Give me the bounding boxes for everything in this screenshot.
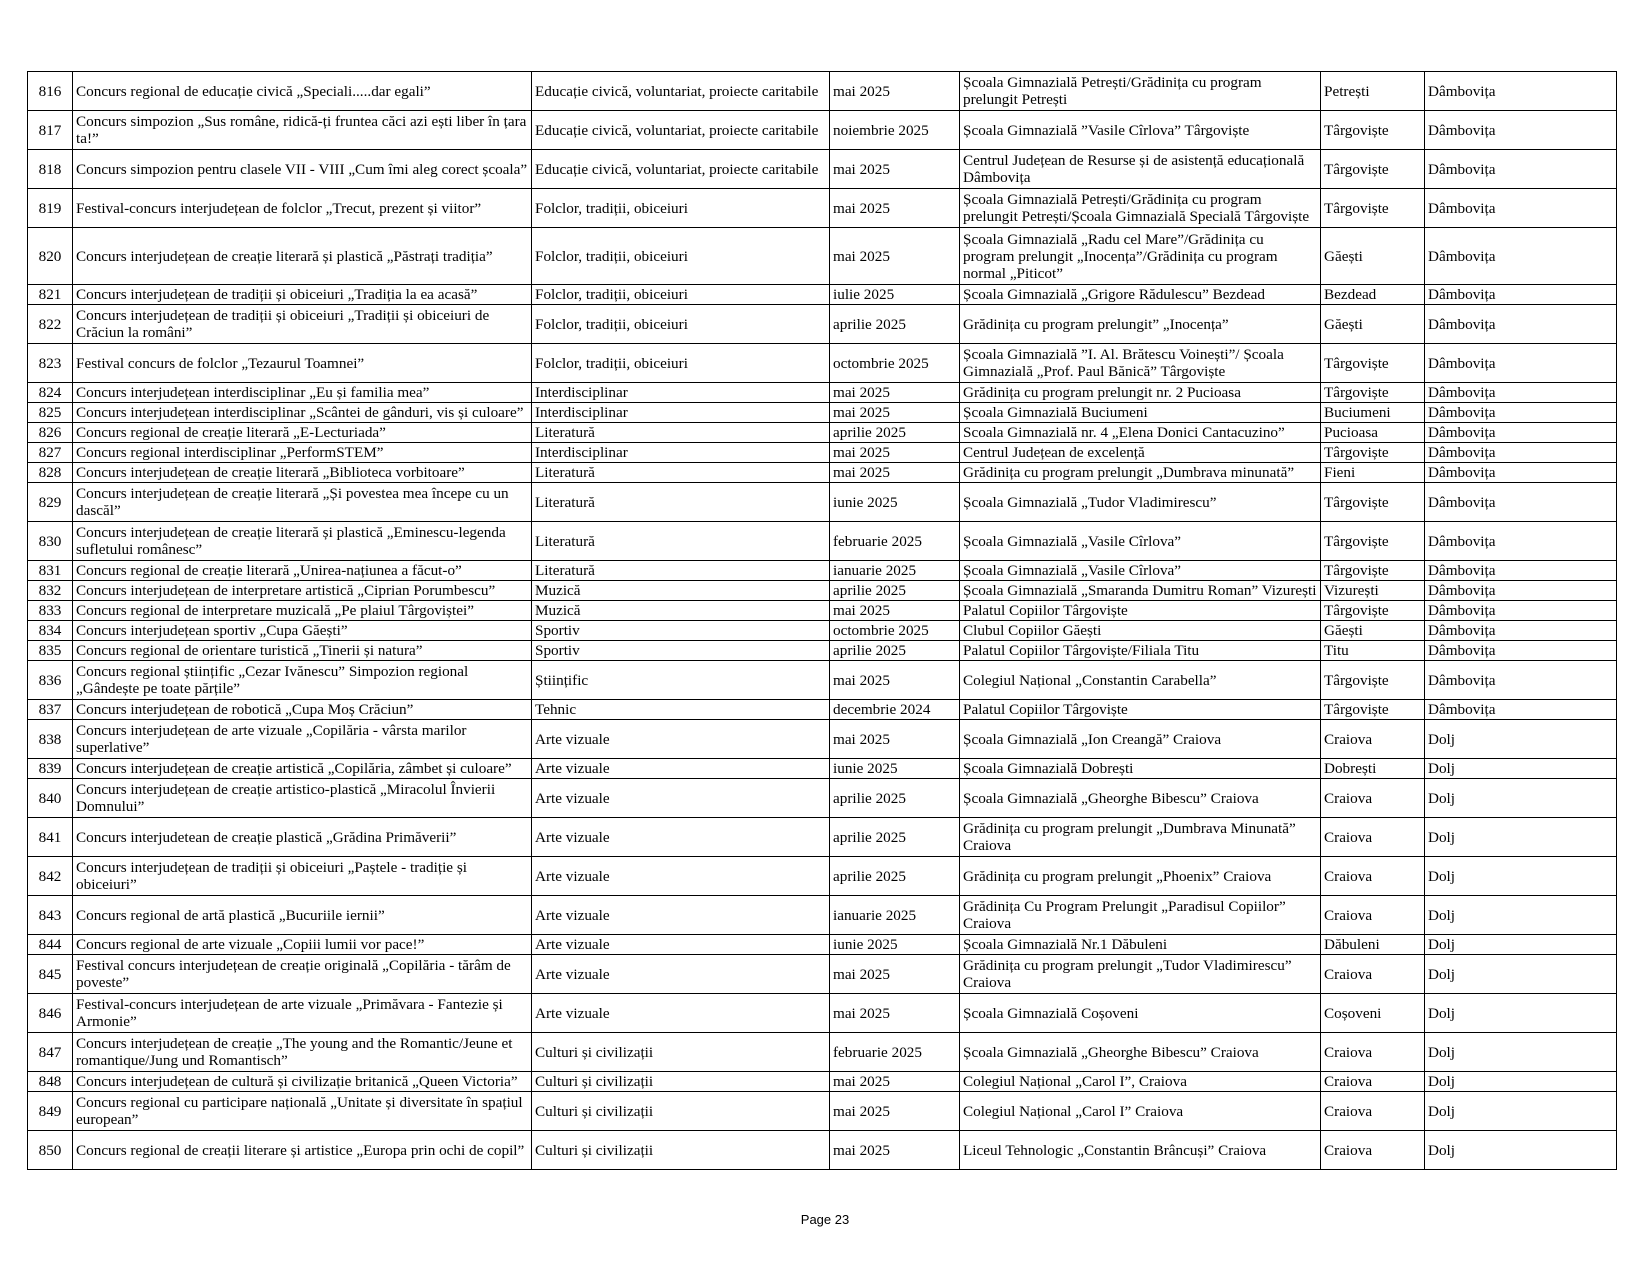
- county-cell: Dâmbovița: [1425, 344, 1617, 383]
- row-number-cell: 820: [28, 228, 73, 285]
- period-cell: iunie 2025: [830, 483, 960, 522]
- table-body: [28, 72, 1617, 1170]
- contest-table: [27, 71, 1617, 1170]
- table-row: [28, 759, 1617, 779]
- domain-cell: Interdisciplinar: [532, 403, 830, 423]
- contest-name-cell: Concurs interjudetean de creație plastică „Grădina Primăverii”: [73, 818, 532, 857]
- table-row: [28, 935, 1617, 955]
- locality-cell: Craiova: [1321, 857, 1425, 896]
- county-cell: Dâmbovița: [1425, 285, 1617, 305]
- locality-cell: Târgoviște: [1321, 700, 1425, 720]
- locality-cell: Târgoviște: [1321, 111, 1425, 150]
- domain-cell: Folclor, tradiții, obiceiuri: [532, 285, 830, 305]
- county-cell: Dâmbovița: [1425, 463, 1617, 483]
- organizer-cell: Școala Gimnazială „Vasile Cîrlova”: [960, 522, 1321, 561]
- county-cell: Dâmbovița: [1425, 423, 1617, 443]
- row-number-cell: 845: [28, 955, 73, 994]
- row-number-cell: 844: [28, 935, 73, 955]
- organizer-cell: Colegiul Național „Constantin Carabella”: [960, 661, 1321, 700]
- table-row: [28, 955, 1617, 994]
- organizer-cell: Școala Gimnazială ”I. Al. Brătescu Voinești”/ Școala Gimnazială „Prof. Paul Bănică” Târgoviște: [960, 344, 1321, 383]
- period-cell: mai 2025: [830, 72, 960, 111]
- domain-cell: Literatură: [532, 463, 830, 483]
- contest-name-cell: Concurs interjudețean de creație artistică „Copilăria, zâmbet și culoare”: [73, 759, 532, 779]
- domain-cell: Literatură: [532, 483, 830, 522]
- contest-name-cell: Concurs regional științific „Cezar Ivănescu” Simpozion regional „Gândește pe toate părțile”: [73, 661, 532, 700]
- row-number-cell: 850: [28, 1131, 73, 1170]
- table-row: [28, 285, 1617, 305]
- domain-cell: Muzică: [532, 581, 830, 601]
- period-cell: mai 2025: [830, 720, 960, 759]
- row-number-cell: 817: [28, 111, 73, 150]
- row-number-cell: 848: [28, 1072, 73, 1092]
- row-number-cell: 846: [28, 994, 73, 1033]
- organizer-cell: Grădinița cu program prelungit „Phoenix” Craiova: [960, 857, 1321, 896]
- domain-cell: Culturi și civilizații: [532, 1131, 830, 1170]
- row-number-cell: 816: [28, 72, 73, 111]
- contest-name-cell: Concurs interjudețean de tradiții și obiceiuri „Tradiții și obiceiuri de Crăciun la români”: [73, 305, 532, 344]
- locality-cell: Coșoveni: [1321, 994, 1425, 1033]
- organizer-cell: Școala Gimnazială ”Vasile Cîrlova” Târgoviște: [960, 111, 1321, 150]
- table-row: [28, 443, 1617, 463]
- contest-name-cell: Concurs interjudețean de tradiții și obiceiuri „Tradiția la ea acasă”: [73, 285, 532, 305]
- period-cell: mai 2025: [830, 383, 960, 403]
- row-number-cell: 822: [28, 305, 73, 344]
- organizer-cell: Grădinița Cu Program Prelungit „Paradisul Copiilor” Craiova: [960, 896, 1321, 935]
- organizer-cell: Colegiul Național „Carol I” Craiova: [960, 1092, 1321, 1131]
- row-number-cell: 842: [28, 857, 73, 896]
- row-number-cell: 847: [28, 1033, 73, 1072]
- row-number-cell: 829: [28, 483, 73, 522]
- county-cell: Dâmbovița: [1425, 700, 1617, 720]
- contest-name-cell: Concurs regional de orientare turistică „Tinerii și natura”: [73, 641, 532, 661]
- period-cell: mai 2025: [830, 601, 960, 621]
- period-cell: mai 2025: [830, 150, 960, 189]
- row-number-cell: 828: [28, 463, 73, 483]
- period-cell: mai 2025: [830, 463, 960, 483]
- domain-cell: Culturi și civilizații: [532, 1092, 830, 1131]
- period-cell: octombrie 2025: [830, 344, 960, 383]
- organizer-cell: Școala Gimnazială „Radu cel Mare”/Grădinița cu program prelungit „Inocența”/Grădinița cu program normal „Piticot”: [960, 228, 1321, 285]
- county-cell: Dâmbovița: [1425, 661, 1617, 700]
- period-cell: iulie 2025: [830, 285, 960, 305]
- organizer-cell: Școala Gimnazială Coșoveni: [960, 994, 1321, 1033]
- county-cell: Dolj: [1425, 1092, 1617, 1131]
- contest-name-cell: Concurs regional de educație civică „Speciali.....dar egali”: [73, 72, 532, 111]
- table-row: [28, 581, 1617, 601]
- domain-cell: Sportiv: [532, 641, 830, 661]
- locality-cell: Găești: [1321, 305, 1425, 344]
- period-cell: mai 2025: [830, 228, 960, 285]
- organizer-cell: Centrul Județean de Resurse și de asistență educațională Dâmbovița: [960, 150, 1321, 189]
- row-number-cell: 839: [28, 759, 73, 779]
- contest-name-cell: Concurs regional de creație literară „E-Lecturiada”: [73, 423, 532, 443]
- county-cell: Dolj: [1425, 818, 1617, 857]
- domain-cell: Științific: [532, 661, 830, 700]
- organizer-cell: Grădinița cu program prelungit” „Inocența”: [960, 305, 1321, 344]
- county-cell: Dâmbovița: [1425, 561, 1617, 581]
- domain-cell: Arte vizuale: [532, 857, 830, 896]
- row-number-cell: 834: [28, 621, 73, 641]
- county-cell: Dâmbovița: [1425, 305, 1617, 344]
- row-number-cell: 835: [28, 641, 73, 661]
- organizer-cell: Grădinița cu program prelungit „Dumbrava minunată”: [960, 463, 1321, 483]
- county-cell: Dâmbovița: [1425, 581, 1617, 601]
- organizer-cell: Școala Gimnazială „Tudor Vladimirescu”: [960, 483, 1321, 522]
- locality-cell: Pucioasa: [1321, 423, 1425, 443]
- domain-cell: Muzică: [532, 601, 830, 621]
- county-cell: Dolj: [1425, 857, 1617, 896]
- locality-cell: Craiova: [1321, 1092, 1425, 1131]
- table-row: [28, 720, 1617, 759]
- county-cell: Dolj: [1425, 1072, 1617, 1092]
- period-cell: mai 2025: [830, 443, 960, 463]
- period-cell: mai 2025: [830, 1131, 960, 1170]
- county-cell: Dolj: [1425, 1033, 1617, 1072]
- county-cell: Dâmbovița: [1425, 483, 1617, 522]
- locality-cell: Târgoviște: [1321, 561, 1425, 581]
- period-cell: aprilie 2025: [830, 818, 960, 857]
- county-cell: Dâmbovița: [1425, 111, 1617, 150]
- contest-name-cell: Festival concurs interjudețean de creație originală „Copilăria - tărâm de poveste”: [73, 955, 532, 994]
- row-number-cell: 825: [28, 403, 73, 423]
- contest-name-cell: Concurs regional interdisciplinar „PerformSTEM”: [73, 443, 532, 463]
- county-cell: Dâmbovița: [1425, 443, 1617, 463]
- locality-cell: Dobrești: [1321, 759, 1425, 779]
- contest-name-cell: Concurs regional cu participare națională „Unitate și diversitate în spațiul european”: [73, 1092, 532, 1131]
- domain-cell: Arte vizuale: [532, 818, 830, 857]
- organizer-cell: Școala Gimnazială Petrești/Grădinița cu program prelungit Petrești/Școala Gimnazială Specială Târgoviște: [960, 189, 1321, 228]
- table-row: [28, 779, 1617, 818]
- organizer-cell: Grădinița cu program prelungit „Dumbrava Minunată” Craiova: [960, 818, 1321, 857]
- locality-cell: Dăbuleni: [1321, 935, 1425, 955]
- organizer-cell: Grădinița cu program prelungit „Tudor Vladimirescu” Craiova: [960, 955, 1321, 994]
- organizer-cell: Palatul Copiilor Târgoviște: [960, 700, 1321, 720]
- county-cell: Dâmbovița: [1425, 228, 1617, 285]
- row-number-cell: 849: [28, 1092, 73, 1131]
- period-cell: mai 2025: [830, 1092, 960, 1131]
- locality-cell: Găești: [1321, 228, 1425, 285]
- county-cell: Dâmbovița: [1425, 621, 1617, 641]
- county-cell: Dolj: [1425, 994, 1617, 1033]
- table-row: [28, 344, 1617, 383]
- contest-name-cell: Concurs interjudețean de cultură și civilizație britanică „Queen Victoria”: [73, 1072, 532, 1092]
- organizer-cell: Școala Gimnazială „Vasile Cîrlova”: [960, 561, 1321, 581]
- contest-name-cell: Festival-concurs interjudețean de folclor „Trecut, prezent și viitor”: [73, 189, 532, 228]
- contest-name-cell: Concurs interjudețean interdisciplinar „Scântei de gânduri, vis și culoare”: [73, 403, 532, 423]
- contest-name-cell: Concurs interjudețean de creație „The young and the Romantic/Jeune et romantique/Jung und Romantisch”: [73, 1033, 532, 1072]
- row-number-cell: 833: [28, 601, 73, 621]
- row-number-cell: 824: [28, 383, 73, 403]
- contest-name-cell: Concurs interjudețean de interpretare artistică „Ciprian Porumbescu”: [73, 581, 532, 601]
- period-cell: aprilie 2025: [830, 641, 960, 661]
- contest-name-cell: Festival-concurs interjudețean de arte vizuale „Primăvara - Fantezie și Armonie”: [73, 994, 532, 1033]
- county-cell: Dolj: [1425, 759, 1617, 779]
- period-cell: ianuarie 2025: [830, 561, 960, 581]
- period-cell: februarie 2025: [830, 1033, 960, 1072]
- locality-cell: Craiova: [1321, 1072, 1425, 1092]
- period-cell: decembrie 2024: [830, 700, 960, 720]
- row-number-cell: 840: [28, 779, 73, 818]
- row-number-cell: 832: [28, 581, 73, 601]
- county-cell: Dâmbovița: [1425, 641, 1617, 661]
- table-row: [28, 522, 1617, 561]
- locality-cell: Bezdead: [1321, 285, 1425, 305]
- period-cell: februarie 2025: [830, 522, 960, 561]
- locality-cell: Titu: [1321, 641, 1425, 661]
- contest-name-cell: Concurs interjudețean de tradiții și obiceiuri „Paștele - tradiție și obiceiuri”: [73, 857, 532, 896]
- row-number-cell: 827: [28, 443, 73, 463]
- organizer-cell: Grădinița cu program prelungit nr. 2 Pucioasa: [960, 383, 1321, 403]
- domain-cell: Arte vizuale: [532, 720, 830, 759]
- domain-cell: Arte vizuale: [532, 779, 830, 818]
- locality-cell: Craiova: [1321, 896, 1425, 935]
- row-number-cell: 831: [28, 561, 73, 581]
- table-row: [28, 700, 1617, 720]
- domain-cell: Folclor, tradiții, obiceiuri: [532, 305, 830, 344]
- locality-cell: Târgoviște: [1321, 344, 1425, 383]
- contest-name-cell: Concurs interjudețean de creație literară „Biblioteca vorbitoare”: [73, 463, 532, 483]
- period-cell: mai 2025: [830, 1072, 960, 1092]
- domain-cell: Interdisciplinar: [532, 443, 830, 463]
- county-cell: Dolj: [1425, 896, 1617, 935]
- table-row: [28, 1072, 1617, 1092]
- locality-cell: Târgoviște: [1321, 383, 1425, 403]
- county-cell: Dâmbovița: [1425, 189, 1617, 228]
- table-row: [28, 641, 1617, 661]
- domain-cell: Educație civică, voluntariat, proiecte caritabile: [532, 150, 830, 189]
- table-row: [28, 994, 1617, 1033]
- table-row: [28, 896, 1617, 935]
- locality-cell: Fieni: [1321, 463, 1425, 483]
- organizer-cell: Școala Gimnazială „Ion Creangă” Craiova: [960, 720, 1321, 759]
- period-cell: aprilie 2025: [830, 581, 960, 601]
- table-row: [28, 111, 1617, 150]
- table-row: [28, 818, 1617, 857]
- contest-name-cell: Concurs simpozion „Sus române, ridică-ți fruntea căci azi ești liber în țara ta!”: [73, 111, 532, 150]
- table-row: [28, 403, 1617, 423]
- period-cell: ianuarie 2025: [830, 896, 960, 935]
- county-cell: Dolj: [1425, 779, 1617, 818]
- table-row: [28, 72, 1617, 111]
- domain-cell: Literatură: [532, 561, 830, 581]
- organizer-cell: Scoala Gimnazială nr. 4 „Elena Donici Cantacuzino”: [960, 423, 1321, 443]
- domain-cell: Arte vizuale: [532, 759, 830, 779]
- table-row: [28, 483, 1617, 522]
- contest-name-cell: Concurs interjudețean sportiv „Cupa Găești”: [73, 621, 532, 641]
- contest-name-cell: Concurs regional de interpretare muzicală „Pe plaiul Târgoviștei”: [73, 601, 532, 621]
- domain-cell: Sportiv: [532, 621, 830, 641]
- locality-cell: Târgoviște: [1321, 522, 1425, 561]
- contest-name-cell: Concurs simpozion pentru clasele VII - VIII „Cum îmi aleg corect școala”: [73, 150, 532, 189]
- locality-cell: Petrești: [1321, 72, 1425, 111]
- domain-cell: Arte vizuale: [532, 935, 830, 955]
- row-number-cell: 826: [28, 423, 73, 443]
- table-row: [28, 423, 1617, 443]
- locality-cell: Buciumeni: [1321, 403, 1425, 423]
- domain-cell: Arte vizuale: [532, 994, 830, 1033]
- table-row: [28, 1033, 1617, 1072]
- period-cell: noiembrie 2025: [830, 111, 960, 150]
- county-cell: Dâmbovița: [1425, 72, 1617, 111]
- county-cell: Dâmbovița: [1425, 522, 1617, 561]
- county-cell: Dolj: [1425, 720, 1617, 759]
- row-number-cell: 821: [28, 285, 73, 305]
- locality-cell: Târgoviște: [1321, 189, 1425, 228]
- period-cell: mai 2025: [830, 189, 960, 228]
- domain-cell: Educație civică, voluntariat, proiecte caritabile: [532, 111, 830, 150]
- locality-cell: Târgoviște: [1321, 150, 1425, 189]
- county-cell: Dâmbovița: [1425, 403, 1617, 423]
- contest-name-cell: Concurs regional de arte vizuale „Copiii lumii vor pace!”: [73, 935, 532, 955]
- county-cell: Dolj: [1425, 955, 1617, 994]
- locality-cell: Vizurești: [1321, 581, 1425, 601]
- county-cell: Dolj: [1425, 1131, 1617, 1170]
- table-row: [28, 305, 1617, 344]
- contest-name-cell: Concurs interjudețean de creație artistico-plastică „Miracolul Învierii Domnului”: [73, 779, 532, 818]
- table-row: [28, 228, 1617, 285]
- contest-name-cell: Concurs interjudețean de robotică „Cupa Moș Crăciun”: [73, 700, 532, 720]
- organizer-cell: Școala Gimnazială „Grigore Rădulescu” Bezdead: [960, 285, 1321, 305]
- period-cell: aprilie 2025: [830, 423, 960, 443]
- period-cell: aprilie 2025: [830, 305, 960, 344]
- table-row: [28, 1092, 1617, 1131]
- row-number-cell: 843: [28, 896, 73, 935]
- organizer-cell: Școala Gimnazială Petrești/Grădinița cu program prelungit Petrești: [960, 72, 1321, 111]
- period-cell: mai 2025: [830, 403, 960, 423]
- organizer-cell: Clubul Copiilor Găești: [960, 621, 1321, 641]
- domain-cell: Culturi și civilizații: [532, 1033, 830, 1072]
- contest-name-cell: Concurs interjudețean de creație literară și plastică „Păstrați tradiția”: [73, 228, 532, 285]
- contest-name-cell: Concurs regional de creație literară „Unirea-națiunea a făcut-o”: [73, 561, 532, 581]
- row-number-cell: 837: [28, 700, 73, 720]
- page-number: Page 23: [800, 1212, 850, 1227]
- locality-cell: Târgoviște: [1321, 443, 1425, 463]
- organizer-cell: Palatul Copiilor Târgoviște: [960, 601, 1321, 621]
- period-cell: aprilie 2025: [830, 779, 960, 818]
- organizer-cell: Școala Gimnazială „Smaranda Dumitru Roman” Vizurești: [960, 581, 1321, 601]
- table-row: [28, 189, 1617, 228]
- domain-cell: Culturi și civilizații: [532, 1072, 830, 1092]
- organizer-cell: Palatul Copiilor Târgoviște/Filiala Titu: [960, 641, 1321, 661]
- row-number-cell: 836: [28, 661, 73, 700]
- contest-name-cell: Concurs interjudețean de creație literară „Și povestea mea începe cu un dascăl”: [73, 483, 532, 522]
- organizer-cell: Școala Gimnazială „Gheorghe Bibescu” Craiova: [960, 779, 1321, 818]
- row-number-cell: 819: [28, 189, 73, 228]
- domain-cell: Folclor, tradiții, obiceiuri: [532, 344, 830, 383]
- domain-cell: Arte vizuale: [532, 955, 830, 994]
- period-cell: mai 2025: [830, 661, 960, 700]
- contest-name-cell: Concurs interjudețean de creație literară și plastică „Eminescu-legenda sufletului românesc”: [73, 522, 532, 561]
- organizer-cell: Colegiul Național „Carol I”, Craiova: [960, 1072, 1321, 1092]
- row-number-cell: 838: [28, 720, 73, 759]
- table-row: [28, 601, 1617, 621]
- domain-cell: Literatură: [532, 522, 830, 561]
- table-row: [28, 383, 1617, 403]
- organizer-cell: Școala Gimnazială „Gheorghe Bibescu” Craiova: [960, 1033, 1321, 1072]
- domain-cell: Arte vizuale: [532, 896, 830, 935]
- county-cell: Dâmbovița: [1425, 601, 1617, 621]
- contest-name-cell: Concurs regional de creații literare și artistice „Europa prin ochi de copil”: [73, 1131, 532, 1170]
- organizer-cell: Școala Gimnazială Nr.1 Dăbuleni: [960, 935, 1321, 955]
- contest-name-cell: Festival concurs de folclor „Tezaurul Toamnei”: [73, 344, 532, 383]
- domain-cell: Tehnic: [532, 700, 830, 720]
- period-cell: aprilie 2025: [830, 857, 960, 896]
- period-cell: iunie 2025: [830, 935, 960, 955]
- contest-name-cell: Concurs regional de artă plastică „Bucuriile iernii”: [73, 896, 532, 935]
- contest-name-cell: Concurs interjudețean interdisciplinar „Eu și familia mea”: [73, 383, 532, 403]
- county-cell: Dâmbovița: [1425, 150, 1617, 189]
- organizer-cell: Liceul Tehnologic „Constantin Brâncuși” Craiova: [960, 1131, 1321, 1170]
- domain-cell: Literatură: [532, 423, 830, 443]
- locality-cell: Craiova: [1321, 720, 1425, 759]
- organizer-cell: Școala Gimnazială Buciumeni: [960, 403, 1321, 423]
- organizer-cell: Centrul Județean de excelență: [960, 443, 1321, 463]
- domain-cell: Educație civică, voluntariat, proiecte caritabile: [532, 72, 830, 111]
- locality-cell: Craiova: [1321, 779, 1425, 818]
- period-cell: octombrie 2025: [830, 621, 960, 641]
- row-number-cell: 818: [28, 150, 73, 189]
- period-cell: mai 2025: [830, 955, 960, 994]
- locality-cell: Târgoviște: [1321, 483, 1425, 522]
- table-row: [28, 463, 1617, 483]
- table-row: [28, 857, 1617, 896]
- table-row: [28, 621, 1617, 641]
- row-number-cell: 830: [28, 522, 73, 561]
- period-cell: iunie 2025: [830, 759, 960, 779]
- county-cell: Dâmbovița: [1425, 383, 1617, 403]
- organizer-cell: Școala Gimnazială Dobrești: [960, 759, 1321, 779]
- locality-cell: Târgoviște: [1321, 601, 1425, 621]
- locality-cell: Găești: [1321, 621, 1425, 641]
- row-number-cell: 823: [28, 344, 73, 383]
- domain-cell: Folclor, tradiții, obiceiuri: [532, 189, 830, 228]
- period-cell: mai 2025: [830, 994, 960, 1033]
- table-row: [28, 561, 1617, 581]
- locality-cell: Târgoviște: [1321, 661, 1425, 700]
- domain-cell: Interdisciplinar: [532, 383, 830, 403]
- locality-cell: Craiova: [1321, 1131, 1425, 1170]
- locality-cell: Craiova: [1321, 1033, 1425, 1072]
- table-row: [28, 661, 1617, 700]
- locality-cell: Craiova: [1321, 818, 1425, 857]
- locality-cell: Craiova: [1321, 955, 1425, 994]
- table-row: [28, 150, 1617, 189]
- county-cell: Dolj: [1425, 935, 1617, 955]
- contest-name-cell: Concurs interjudețean de arte vizuale „Copilăria - vârsta marilor superlative”: [73, 720, 532, 759]
- domain-cell: Folclor, tradiții, obiceiuri: [532, 228, 830, 285]
- row-number-cell: 841: [28, 818, 73, 857]
- page-footer: [0, 1212, 1650, 1227]
- table-row: [28, 1131, 1617, 1170]
